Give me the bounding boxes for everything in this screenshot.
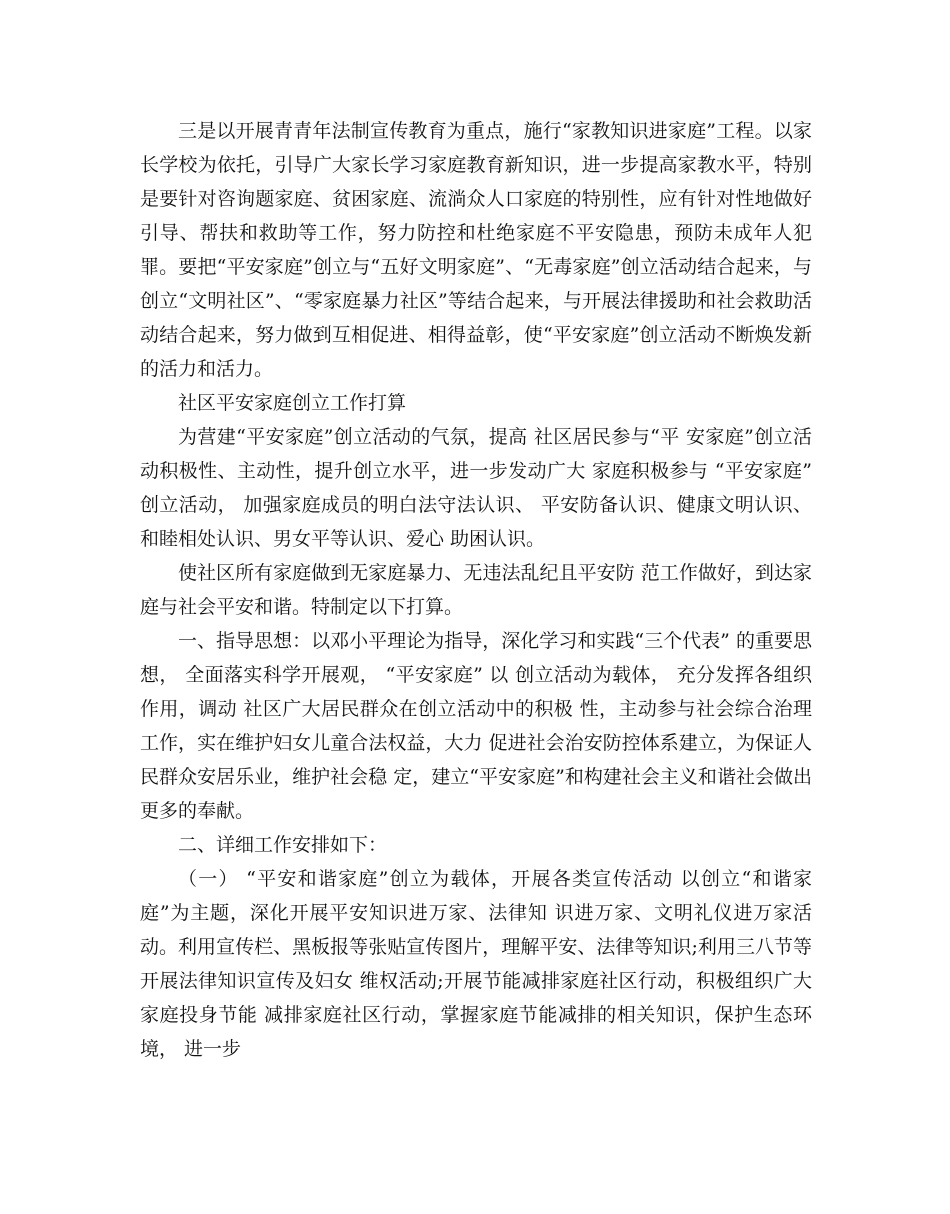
paragraph-work-arrangement-heading: 二、详细工作安排如下： <box>178 834 388 856</box>
document-body <box>140 114 812 1066</box>
paragraph-work-item-1: （一） “平安和谐家庭”创立为载体，开展各类宣传活动 以创立“和谐家庭”为主题，深化开展平安知识进万家、法律知 识进万家、文明礼仪进万家活动。利用宣传栏、黑板报等张贴宣传图片，理解平安、法律等知识;利用三八节等开展法律知识宣传及妇女 维权活动;开展节能减排家庭社区行动，积极组织广大家庭投身节能 减排家庭社区行动，掌握家庭节能减排的相关知识，保护生态环境， 进一步 <box>140 868 812 1060</box>
paragraph-family-education: 三是以开展青青年法制宣传教育为重点，施行“家教知识进家庭”工程。以家长学校为依托，引导广大家长学习家庭教育新知识，进一步提高家教水平，特别是要针对咨询题家庭、贫困家庭、流淌众人口家庭的特别性，应有针对性地做好引导、帮扶和救助等工作，努力防控和杜绝家庭不平安隐患，预防未成年人犯罪。要把“平安家庭”创立与“五好文明家庭”、“无毒家庭”创立活动结合起来，与创立“文明社区”、“零家庭暴力社区”等结合起来，与开展法律援助和社会救助活动结合起来，努力做到互相促进、相得益彰，使“平安家庭”创立活动不断焕发新的活力和活力。 <box>140 120 812 380</box>
paragraph-goal: 使社区所有家庭做到无家庭暴力、无违法乱纪且平安防 范工作做好，到达家庭与社会平安和谐。特制定以下打算。 <box>140 562 812 618</box>
paragraph-purpose: 为营建“平安家庭”创立活动的气氛，提高 社区居民参与“平 安家庭”创立活动积极性、主动性，提升创立水平，进一步发动广大 家庭积极参与 “平安家庭” 创立活动， 加强家庭成员的明白法守法认识、 平安防备认识、健康文明认识、和睦相处认识、男女平等认识、爱心 助困认识。 <box>140 426 812 550</box>
section-heading: 社区平安家庭创立工作打算 <box>178 392 407 414</box>
paragraph-guiding-thought: 一、指导思想：以邓小平理论为指导，深化学习和实践“三个代表” 的重要思想， 全面落实科学开展观， “平安家庭” 以 创立活动为载体， 充分发挥各组织作用，调动 社区广大居民群众在创立活动中的积极 性，主动参与社会综合治理工作，实在维护妇女儿童合法权益，大力 促进社会治安防控体系建立，为保证人民群众安居乐业，维护社会稳 定，建立“平安家庭”和构建社会主义和谐社会做出更多的奉献。 <box>140 630 812 822</box>
